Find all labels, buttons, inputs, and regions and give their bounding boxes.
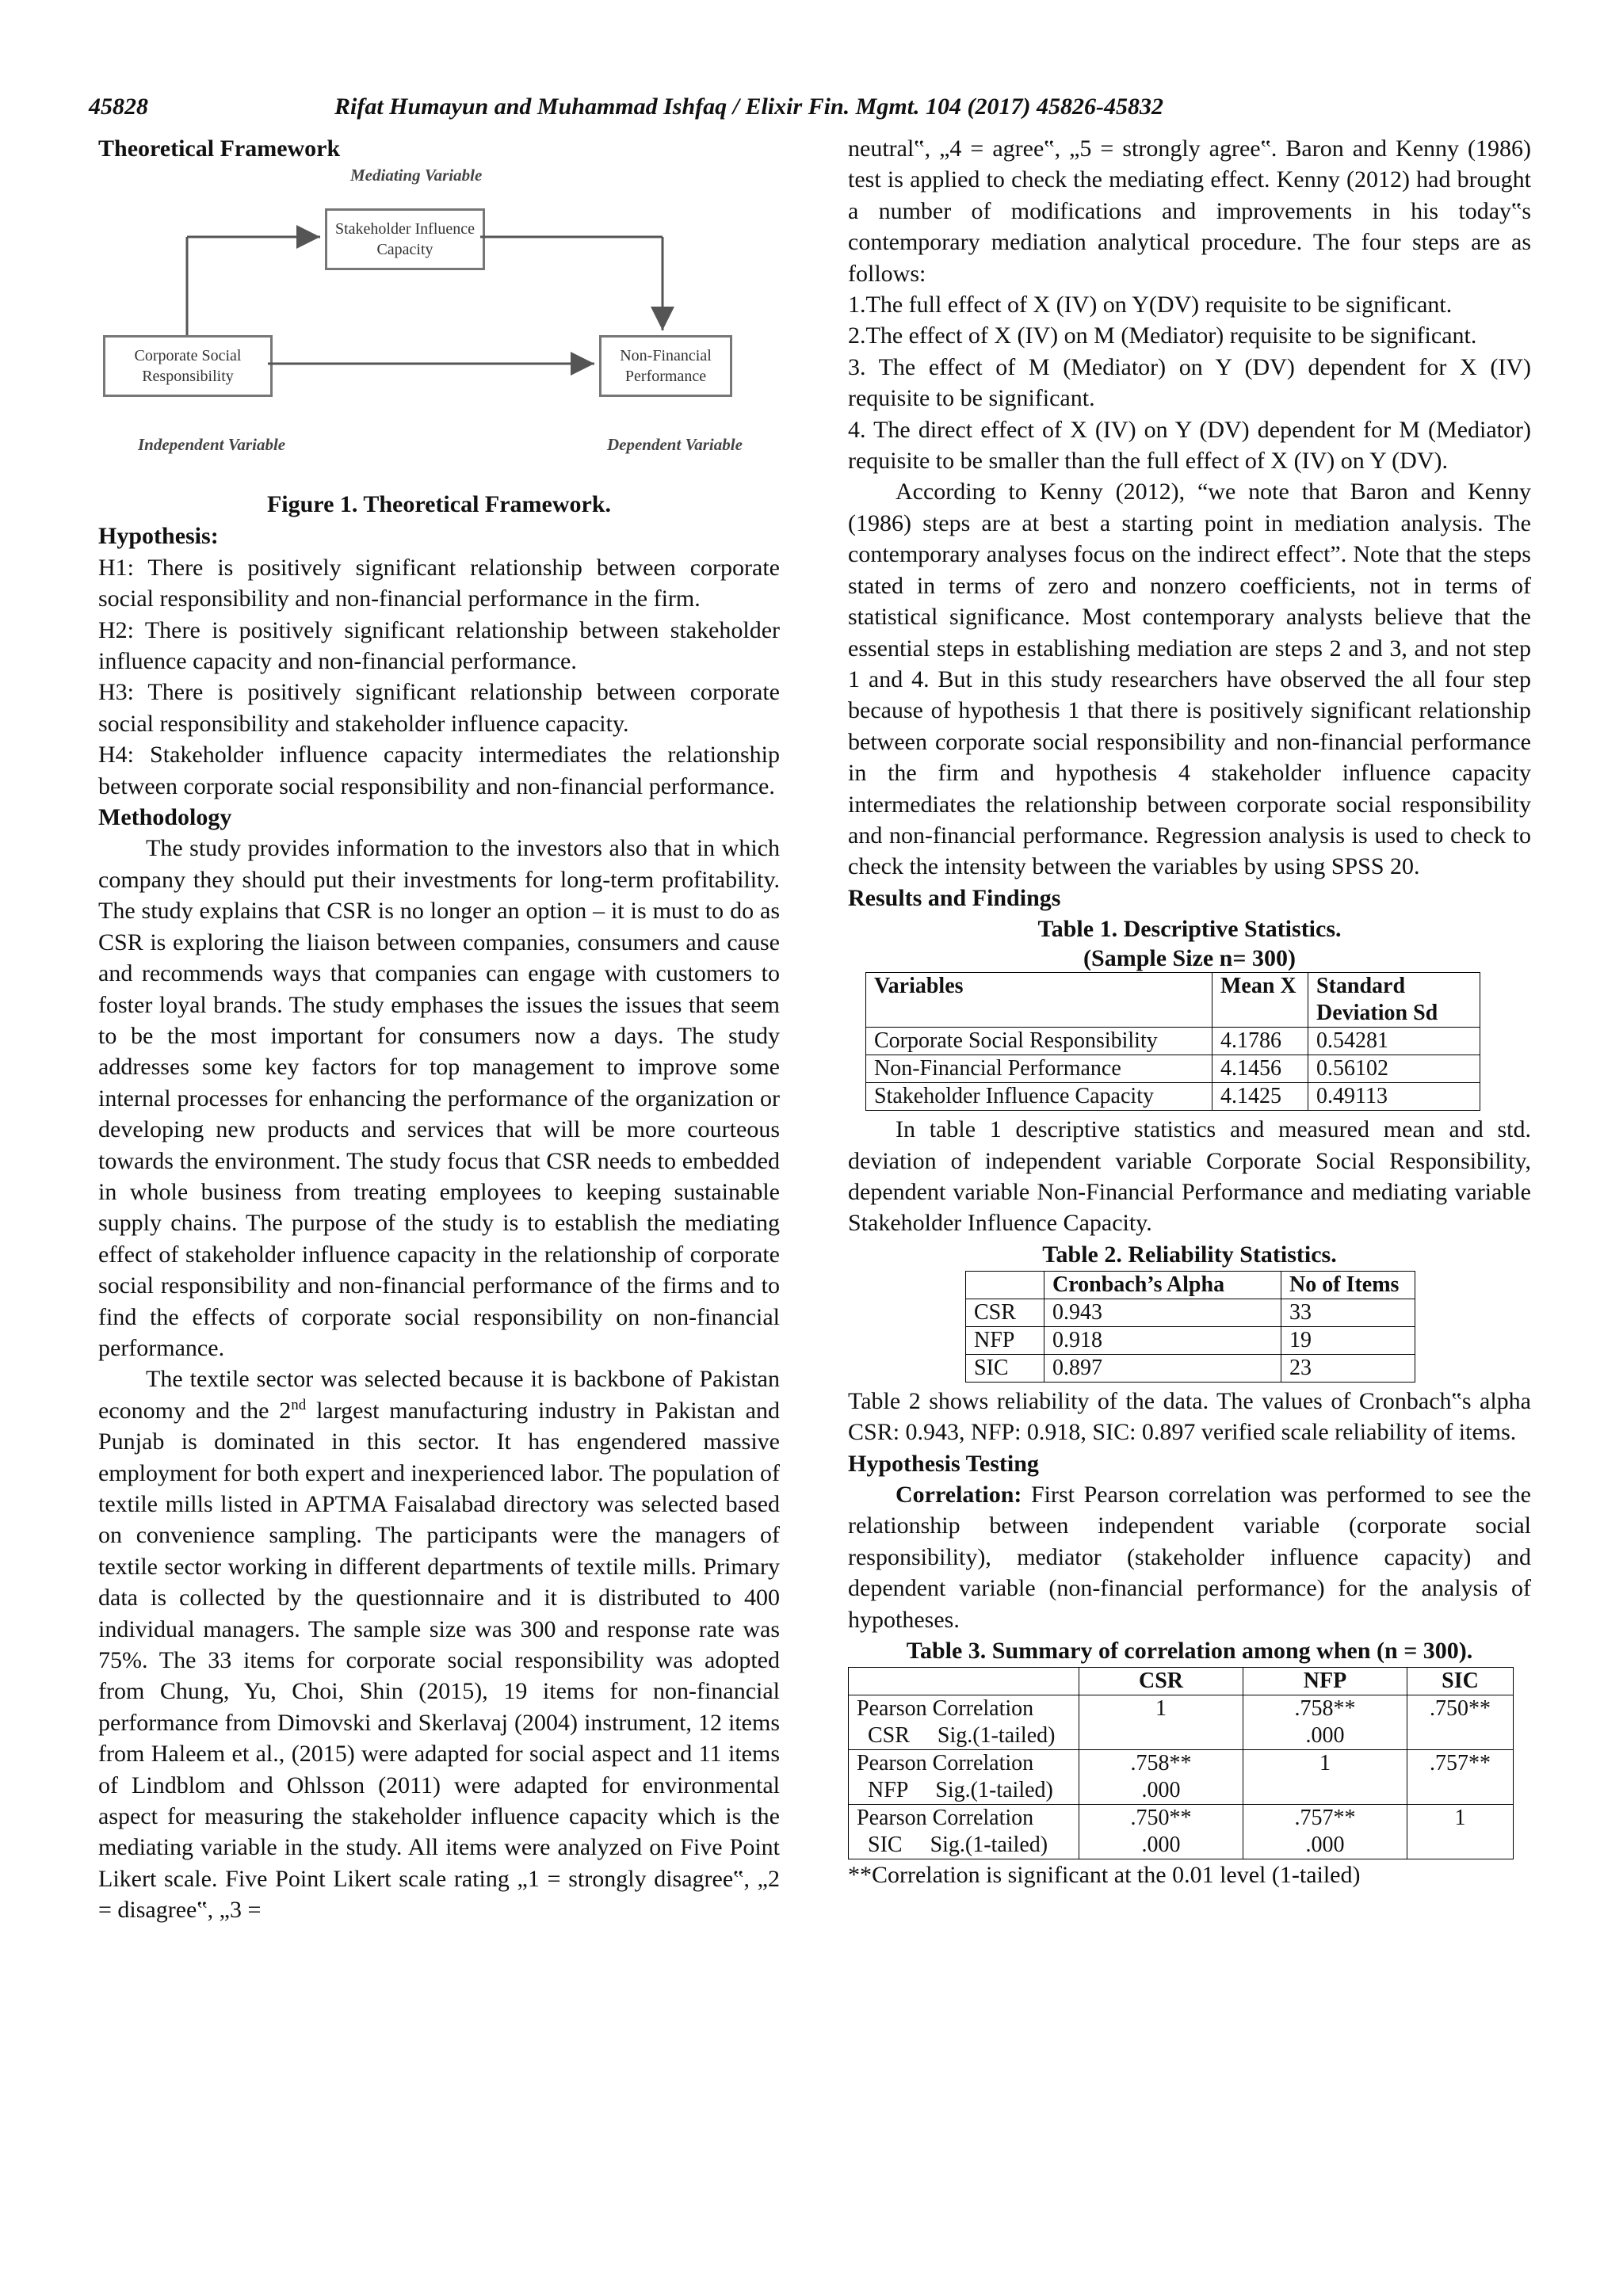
table2-header: No of Items [1281, 1271, 1415, 1299]
mediation-step-2: 2.The effect of X (IV) on M (Mediator) requisite to be significant. [848, 322, 1477, 349]
cell-sig: .000 [1141, 1833, 1181, 1858]
figure-caption: Figure 1. Theoretical Framework. [266, 491, 612, 518]
table1-header: Standard Deviation Sd [1308, 973, 1480, 1028]
methodology-continued: neutral‟, „4 = agree‟, „5 = strongly agree‟. Baron and Kenny (1986) test is applied to check the mediating effect. Kenny (2012) had brought a number of modifications and improvements in his today‟s contemporary mediation analytical procedure. The four steps are as follows: [848, 135, 1531, 287]
table1-cell: 0.56102 [1308, 1055, 1480, 1083]
cell-sig: .000 [1305, 1833, 1345, 1858]
row-label-line-1: Pearson Correlation [857, 1751, 1034, 1776]
table1-header-row [866, 973, 1480, 1028]
table2-cell: 33 [1281, 1299, 1415, 1326]
table2-header [966, 1271, 1044, 1299]
table3-row-label [849, 1750, 1079, 1805]
table3-header: SIC [1407, 1668, 1514, 1695]
table2-cell: 0.943 [1044, 1299, 1281, 1326]
table3-note: **Correlation is significant at the 0.01 level (1-tailed) [848, 1862, 1361, 1889]
diagram-arrows [98, 164, 780, 481]
hypothesis-h3: H3: There is positively significant relationship between corporate social responsibility and stakeholder influence capacity. [98, 679, 780, 737]
cell-value: .757** [1294, 1806, 1356, 1831]
table1-subtitle: (Sample Size n= 300) [1083, 945, 1296, 972]
hypothesis-h2: H2: There is positively significant relationship between stakeholder influence capacity and non-financial performance. [98, 616, 780, 675]
row-label-line-1: Pearson Correlation [857, 1696, 1034, 1722]
table3-cell [1407, 1750, 1514, 1805]
table1-cell: 4.1786 [1212, 1028, 1308, 1055]
table3-cell [1079, 1805, 1243, 1859]
left-column [98, 133, 780, 1926]
mediation-step-3: 3. The effect of M (Mediator) on Y (DV) dependent for X (IV) requisite to be significant. [848, 353, 1531, 412]
cell-sig: .000 [1141, 1778, 1181, 1803]
cell-value: 1 [1454, 1806, 1466, 1831]
cell-value: .758** [1130, 1751, 1192, 1776]
theoretical-framework-diagram [98, 164, 780, 481]
table-row [966, 1326, 1415, 1354]
table2-note: Table 2 shows reliability of the data. The values of Cronbach‟s alpha CSR: 0.943, NFP: 0.918, SIC: 0.897 verified scale reliability of items. [848, 1387, 1531, 1446]
methodology-heading: Methodology [98, 804, 232, 831]
table1-cell: 4.1456 [1212, 1055, 1308, 1083]
independent-variable-label: Independent Variable [138, 435, 286, 455]
row-label-line-2: SIC Sig.(1-tailed) [868, 1833, 1048, 1858]
row-label-line-2: NFP Sig.(1-tailed) [868, 1778, 1053, 1803]
framework-heading: Theoretical Framework [98, 135, 341, 162]
table-row [866, 1083, 1480, 1111]
running-header [89, 93, 1531, 128]
table1-cell: 0.54281 [1308, 1028, 1480, 1055]
table3-cell [1243, 1805, 1407, 1859]
table-row [866, 1055, 1480, 1083]
table3-title: Table 3. Summary of correlation among when (n = 300). [906, 1638, 1473, 1665]
reliability-statistics-table [965, 1271, 1415, 1383]
correlation-text: First Pearson correlation was performed to see the relationship between independent variable (corporate social responsibility), mediator (stakeholder influence capacity) and dependent variable (non-financial performance) for the analysis of hypotheses. [848, 1482, 1531, 1633]
table1-title: Table 1. Descriptive Statistics. [1037, 916, 1342, 943]
mediator-box-text: Stakeholder Influence Capacity [334, 220, 475, 259]
table3-header: NFP [1243, 1668, 1407, 1695]
mediation-step-1: 1.The full effect of X (IV) on Y(DV) requisite to be significant. [848, 292, 1453, 318]
table3-header: CSR [1079, 1668, 1243, 1695]
correlation-lead: Correlation: [896, 1482, 1022, 1508]
cell-value: .757** [1430, 1751, 1491, 1776]
para2-superscript: nd [291, 1396, 307, 1413]
table3-cell [1243, 1695, 1407, 1750]
table-row [849, 1750, 1514, 1805]
table2-cell: 23 [1281, 1354, 1415, 1382]
right-column [848, 133, 1531, 1890]
table2-cell: SIC [966, 1354, 1044, 1382]
table3-cell [1079, 1750, 1243, 1805]
table1-cell: 0.49113 [1308, 1083, 1480, 1111]
correlation-paragraph [848, 1479, 1531, 1635]
hypothesis-heading: Hypothesis: [98, 523, 219, 550]
mediating-variable-label: Mediating Variable [350, 166, 483, 185]
methodology-paragraph-2 [98, 1363, 780, 1925]
para2-part-b: largest manufacturing industry in Pakistan and Punjab is dominated in this sector. It has engendered massive employment for both expert and inexperienced labor. The population of textile mills listed in APTMA Faisalabad directory was selected based on convenience sampling. The participants were the managers of textile sector working in different departments of textile mills. Primary data is collected by the questionnaire and it is distributed to 400 individual managers. The sample size was 300 and response rate was 75%. The 33 items for corporate social responsibility was adopted from Chung, Yu, Choi, Shin (2015), 19 items for non-financial performance from Dimovski and Skerlavaj (2004) instrument, 12 items from Haleem et al., (2015) were adapted for social aspect and 11 items of Lindblom and Ohlsson (2011) were adapted for environmental aspect for measuring the stakeholder influence capacity which is the mediating variable in the study. All items were analyzed on Five Point Likert scale. Five Point Likert scale rating „1 = strongly disagree‟, „2 = disagree‟, „3 = [98, 1397, 780, 1924]
methodology-paragraph-1: The study provides information to the investors also that in which company they should put their investments for long-term profitability. The study explains that CSR is no longer an option – it is must to do as CSR is exploring the liaison between companies, consumers and cause and recommends ways that companies can engage with customers to foster loyal brands. The study emphases the issues the issues that seem to be the most important for consumers now a days. The study addresses some key factors for top management to improve some internal processes for enhancing the performance of the organization or developing new products and services that will be more courteous towards the environment. The study focus that CSR needs to embedded in whole business from treating employees to keeping sustainable supply chains. The purpose of the study is to establish the mediating effect of stakeholder influence capacity in the relationship of corporate social responsibility and non-financial performance of the firms and to find the effects of corporate social responsibility on non-financial performance. [98, 835, 780, 1361]
kenny-paragraph: According to Kenny (2012), “we note that Baron and Kenny (1986) steps are at best a starting point in mediation analysis. The contemporary analyses focus on the indirect effect”. Note that the steps stated in terms of zero and nonzero coefficients, not in terms of statistical significance. Most contemporary analysts believe that the essential steps in establishing mediation are steps 2 and 3, and not step 1 and 4. But in this study researchers have observed the all four step because of hypothesis 1 that there is positively significant relationship between corporate social responsibility and non-financial performance in the firm and hypothesis 4 stakeholder influence capacity intermediates the relationship between corporate social responsibility and non-financial performance. Regression analysis is used to check to check the intensity between the variables by using SPSS 20. [848, 479, 1531, 880]
table-row [966, 1299, 1415, 1326]
table3-cell [1407, 1805, 1514, 1859]
table2-header: Cronbach’s Alpha [1044, 1271, 1281, 1299]
running-title: Rifat Humayun and Muhammad Ishfaq / Elixir Fin. Mgmt. 104 (2017) 45826-45832 [334, 93, 1164, 120]
dependent-variable-label: Dependent Variable [607, 435, 743, 455]
cell-value: 1 [1155, 1696, 1167, 1722]
table2-header-row [966, 1271, 1415, 1299]
table3-cell [1079, 1695, 1243, 1750]
iv-box-text: Corporate Social Responsibility [134, 347, 242, 386]
page-number: 45828 [89, 93, 148, 120]
hypothesis-h4: H4: Stakeholder influence capacity intermediates the relationship between corporate social responsibility and non-financial performance. [98, 742, 780, 799]
hypothesis-h1: H1: There is positively significant relationship between corporate social responsibility and non-financial performance in the firm. [98, 554, 780, 612]
table-row [849, 1805, 1514, 1859]
table3-cell [1407, 1695, 1514, 1750]
mediation-step-4: 4. The direct effect of X (IV) on Y (DV) dependent for M (Mediator) requisite to be smaller than the full effect of X (IV) on Y (DV). [848, 416, 1531, 475]
table1-note: In table 1 descriptive statistics and measured mean and std. deviation of independent variable Corporate Social Responsibility, dependent variable Non-Financial Performance and mediating variable Stakeholder Influence Capacity. [848, 1116, 1531, 1237]
table3-row-label [849, 1805, 1079, 1859]
table-row [966, 1354, 1415, 1382]
descriptive-statistics-table [865, 972, 1480, 1111]
cell-value: .750** [1130, 1806, 1192, 1831]
table2-cell: 0.918 [1044, 1326, 1281, 1354]
row-label-line-2: CSR Sig.(1-tailed) [868, 1723, 1056, 1749]
table1-cell: Stakeholder Influence Capacity [866, 1083, 1212, 1111]
table-row [849, 1695, 1514, 1750]
dv-box-text: Non-Financial Performance [620, 347, 712, 386]
table2-cell: 0.897 [1044, 1354, 1281, 1382]
cell-value: .750** [1430, 1696, 1491, 1722]
table3-cell [1243, 1750, 1407, 1805]
table1-header: Variables [866, 973, 1212, 1028]
table2-cell: 19 [1281, 1326, 1415, 1354]
table3-row-label [849, 1695, 1079, 1750]
cell-sig: .000 [1305, 1723, 1345, 1749]
table1-cell: Non-Financial Performance [866, 1055, 1212, 1083]
table-row [866, 1028, 1480, 1055]
table2-title: Table 2. Reliability Statistics. [1042, 1241, 1337, 1268]
cell-value: .758** [1294, 1696, 1356, 1722]
hypothesis-testing-heading: Hypothesis Testing [848, 1450, 1039, 1477]
table3-header-row [849, 1668, 1514, 1695]
table3-header [849, 1668, 1079, 1695]
para2-part-a: The textile sector was selected because it is backbone of Pakistan economy and the 2 [98, 1366, 780, 1424]
cell-value: 1 [1319, 1751, 1331, 1776]
table1-header: Mean X [1212, 973, 1308, 1028]
table2-cell: CSR [966, 1299, 1044, 1326]
results-heading: Results and Findings [848, 884, 1061, 911]
table1-cell: 4.1425 [1212, 1083, 1308, 1111]
correlation-table [848, 1667, 1514, 1859]
table2-cell: NFP [966, 1326, 1044, 1354]
row-label-line-1: Pearson Correlation [857, 1806, 1034, 1831]
table1-cell: Corporate Social Responsibility [866, 1028, 1212, 1055]
